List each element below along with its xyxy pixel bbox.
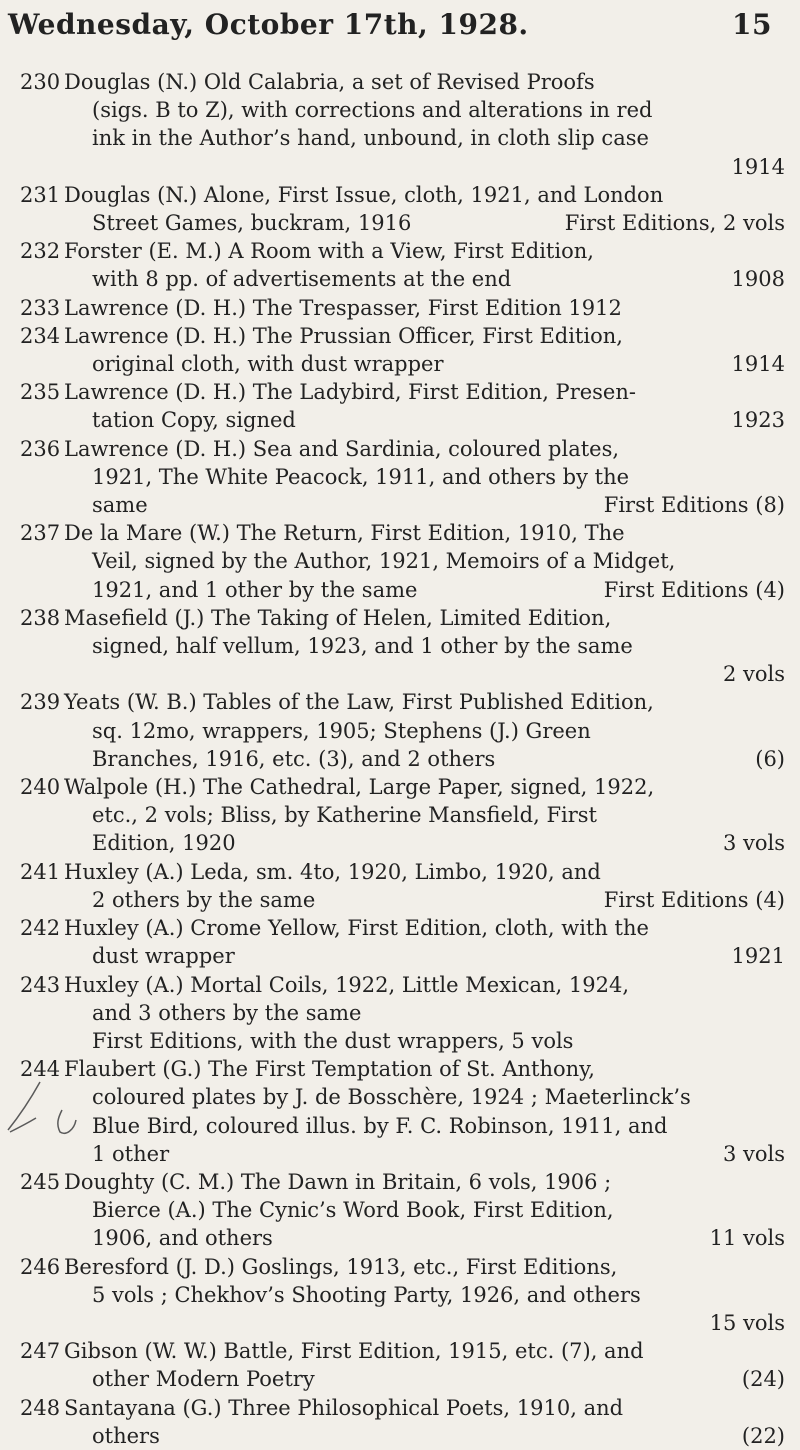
lot-text: 3 vols [722,831,785,856]
lot-text: Huxley (A.) Leda, sm. 4to, 1920, Limbo, 1920, and [64,859,601,884]
lot-entry [20,181,785,237]
lot-line [64,1027,785,1055]
lot-entry [20,378,785,434]
lot-number: 234 [20,323,61,348]
lot-number: 236 [20,436,61,461]
lot-number: 230 [20,70,61,94]
lot-text: original cloth, with dust wrapper [92,352,444,377]
lot-line [64,406,785,434]
lot-entry [20,322,785,378]
lot-text: dust wrapper [92,944,235,969]
lot-line [64,1168,785,1196]
lot-line [64,1196,785,1224]
lot-text: Edition, 1920 [92,831,236,856]
lot-entry [20,1337,785,1393]
lot-text: 1921, and 1 other by the same [92,577,418,602]
lot-text: 1923 [731,408,785,433]
lot-description [64,604,785,689]
lot-line [64,153,785,181]
lot-text: same [92,493,148,518]
lot-text: Santayana (G.) Three Philosophical Poets, 1910, and [64,1395,624,1420]
lot-number: 241 [20,859,61,884]
lot-entry [20,858,785,914]
lot-line [64,350,785,378]
lot-text: Lawrence (D. H.) The Trespasser, First Edition 1912 [64,295,622,320]
lot-entry [20,519,785,604]
handwritten-mark-icon [0,1070,78,1150]
lot-line [64,632,785,660]
lot-text: 1921 [731,944,785,969]
lot-description [64,971,785,1056]
lot-text: Bierce (A.) The Cynic’s Word Book, First Edition, [92,1198,614,1223]
lot-line [64,181,785,209]
lot-entry [20,1394,785,1450]
lot-line [64,858,785,886]
lot-text: with 8 pp. of advertisements at the end [92,267,512,292]
lot-text: Huxley (A.) Mortal Coils, 1922, Little Mexican, 1924, [64,972,629,997]
lot-text: Street Games, buckram, 1916 [92,211,412,236]
lot-number: 242 [20,916,61,941]
lot-line [64,1055,785,1083]
lot-text: Douglas (N.) Old Calabria, a set of Revised Proofs [64,70,595,94]
lot-number: 232 [20,239,61,264]
lot-line [64,886,785,914]
lot-number: 244 [20,1057,61,1082]
lot-entry [20,68,785,181]
lot-text: 2 vols [722,662,785,687]
lot-line [64,914,785,942]
lot-line [64,96,785,124]
lot-entry [20,1055,785,1168]
lot-entry [20,914,785,970]
lot-line [64,322,785,350]
lot-number: 239 [20,690,61,715]
sale-date: Wednesday, October 17th, 1928. [8,8,529,41]
lot-line [64,378,785,406]
lot-line [64,435,785,463]
lot-text: 11 vols [709,1226,785,1251]
lot-line [64,942,785,970]
lot-text: Walpole (H.) The Cathedral, Large Paper, signed, 1922, [64,775,655,800]
lot-line [64,1337,785,1365]
lot-line [64,660,785,688]
lot-number: 233 [20,295,61,320]
lot-text: tation Copy, signed [92,408,296,433]
lot-description [64,181,785,237]
lot-line [64,124,785,152]
lot-line [64,1422,785,1450]
lot-line [64,604,785,632]
lot-text: First Editions (4) [603,577,785,602]
lot-description [64,294,785,322]
lot-text: (22) [741,1423,785,1448]
lot-entry [20,604,785,689]
page-number: 15 [732,8,772,41]
lot-entry [20,435,785,520]
lot-text: Doughty (C. M.) The Dawn in Britain, 6 vols, 1906 ; [64,1169,612,1194]
lot-line [64,237,785,265]
lot-text: Huxley (A.) Crome Yellow, First Edition, cloth, with the [64,916,649,941]
lot-entry [20,1253,785,1338]
lot-description [64,68,785,181]
lot-text: 1908 [731,267,785,292]
lot-line [64,1112,785,1140]
lot-text: Beresford (J. D.) Goslings, 1913, etc., First Editions, [64,1254,618,1279]
lot-line [64,68,785,96]
lot-entry [20,237,785,293]
lot-description [64,519,785,604]
lot-line [64,829,785,857]
lot-line [64,1394,785,1422]
lot-line [64,999,785,1027]
lot-entry [20,1168,785,1253]
lot-line [64,463,785,491]
lot-number: 247 [20,1339,61,1364]
lot-number: 246 [20,1254,61,1279]
lot-text: De la Mare (W.) The Return, First Edition, 1910, The [64,521,625,546]
lot-text: 3 vols [722,1141,785,1166]
lot-text: Veil, signed by the Author, 1921, Memoirs of a Midget, [92,549,676,574]
lot-text: 1914 [731,154,785,179]
lot-entry [20,294,785,322]
lot-description [64,322,785,378]
lot-text: First Editions, 2 vols [564,211,785,236]
lot-text: ink in the Author’s hand, unbound, in cloth slip case [92,126,649,151]
lot-text: Blue Bird, coloured illus. by F. C. Robinson, 1911, and [92,1113,668,1138]
lot-description [64,688,785,773]
lot-text: Forster (E. M.) A Room with a View, First Edition, [64,239,594,264]
lot-text: and 3 others by the same [92,1000,362,1025]
lot-text: 5 vols ; Chekhov’s Shooting Party, 1926, and others [92,1282,641,1307]
lot-text: Masefield (J.) The Taking of Helen, Limited Edition, [64,605,612,630]
lot-text: Flaubert (G.) The First Temptation of St. Anthony, [64,1057,595,1082]
lot-line [64,1281,785,1309]
lot-text: etc., 2 vols; Bliss, by Katherine Mansfield, First [92,803,597,828]
lot-text: First Editions, with the dust wrappers, 5 vols [92,1028,574,1053]
lot-text: Yeats (W. B.) Tables of the Law, First Published Edition, [64,690,654,715]
lot-text: 2 others by the same [92,887,316,912]
lot-text: 1 other [92,1141,170,1166]
lot-line [64,1253,785,1281]
lot-line [64,1140,785,1168]
lot-text: 15 vols [709,1310,785,1335]
lot-description [64,773,785,858]
lot-line [64,717,785,745]
lot-text: coloured plates by J. de Bosschère, 1924 ; Maeterlinck’s [92,1085,691,1110]
lot-description [64,1055,785,1168]
lot-text: Lawrence (D. H.) The Prussian Officer, First Edition, [64,323,623,348]
lot-line [64,971,785,999]
lot-number: 231 [20,182,61,207]
lot-description [64,914,785,970]
lot-line [64,745,785,773]
lot-line [64,265,785,293]
lot-list [20,68,785,1450]
lot-text: Douglas (N.) Alone, First Issue, cloth, 1921, and London [64,182,664,207]
lot-text: signed, half vellum, 1923, and 1 other by the same [92,634,633,659]
lot-line [64,801,785,829]
lot-line [64,1224,785,1252]
lot-line [64,294,785,322]
lot-number: 235 [20,380,61,405]
lot-text: Lawrence (D. H.) Sea and Sardinia, coloured plates, [64,436,620,461]
lot-entry [20,773,785,858]
lot-text: (24) [741,1367,785,1392]
lot-description [64,858,785,914]
lot-text: (sigs. B to Z), with corrections and alterations in red [92,98,653,123]
lot-number: 237 [20,521,61,546]
lot-line [64,1365,785,1393]
lot-number: 243 [20,972,61,997]
lot-text: First Editions (8) [603,493,785,518]
lot-description [64,1253,785,1338]
lot-text: 1906, and others [92,1226,273,1251]
lot-number: 248 [20,1395,61,1420]
lot-line [64,209,785,237]
lot-line [64,519,785,547]
page-header [8,8,788,41]
lot-line [64,491,785,519]
lot-description [64,435,785,520]
lot-description [64,378,785,434]
lot-entry [20,971,785,1056]
lot-text: Lawrence (D. H.) The Ladybird, First Edition, Presen- [64,380,636,405]
lot-line [64,688,785,716]
lot-description [64,1394,785,1450]
lot-text: others [92,1423,160,1448]
lot-line [64,1083,785,1111]
lot-description [64,1337,785,1393]
lot-line [64,547,785,575]
lot-number: 238 [20,605,61,630]
lot-number: 245 [20,1169,61,1194]
lot-line [64,773,785,801]
lot-text: other Modern Poetry [92,1367,315,1392]
lot-number: 240 [20,775,61,800]
lot-line [64,1309,785,1337]
lot-text: (6) [755,746,785,771]
lot-text: 1921, The White Peacock, 1911, and others by the [92,464,630,489]
lot-text: sq. 12mo, wrappers, 1905; Stephens (J.) Green [92,718,591,743]
lot-description [64,237,785,293]
lot-text: Branches, 1916, etc. (3), and 2 others [92,746,496,771]
lot-text: 1914 [731,352,785,377]
lot-text: First Editions (4) [603,887,785,912]
lot-description [64,1168,785,1253]
lot-text: Gibson (W. W.) Battle, First Edition, 1915, etc. (7), and [64,1339,644,1364]
lot-line [64,576,785,604]
lot-entry [20,688,785,773]
